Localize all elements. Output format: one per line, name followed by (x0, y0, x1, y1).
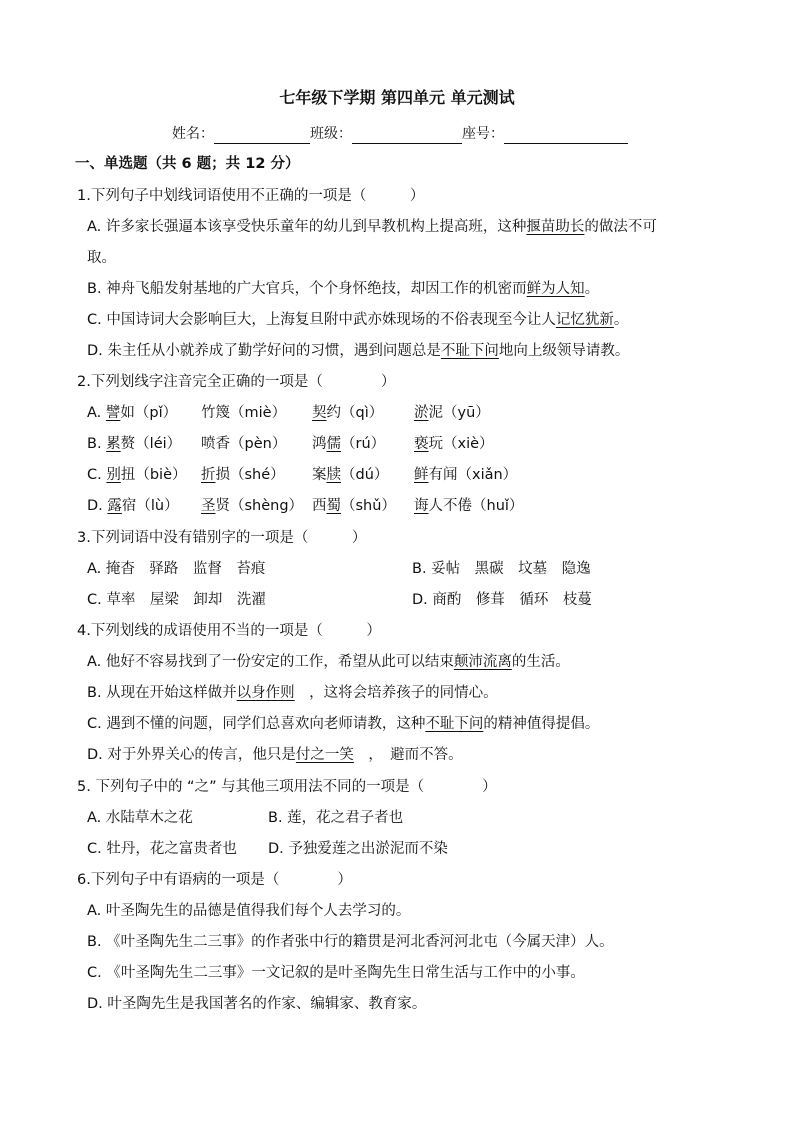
question-3-option-b: B. 妥帖 黑碳 坟墓 隐逸 (412, 561, 591, 577)
question-3-stem: 3.下列词语中没有错别字的一项是（ ） (77, 530, 367, 546)
question-1-option-c: C. 中国诗词大会影响巨大，上海复旦附中武亦姝现场的不俗表现至今让人记忆犹新。 (87, 312, 629, 328)
question-4-option-c: C. 遇到不懂的问题，同学们总喜欢向老师请教，这种不耻下问的精神值得提倡。 (87, 716, 600, 732)
question-2-item: D. 露宿（lù） (87, 498, 179, 514)
underlined-word: 以身作则 (236, 685, 295, 701)
question-1-option-d: D. 朱主任从小就养成了勤学好问的习惯，遇到问题总是不耻下问地向上级领导请教。 (87, 343, 630, 359)
name-blank[interactable] (214, 127, 310, 144)
underlined-character: 诲 (414, 498, 429, 514)
question-2-item: 圣贤（shèng） (201, 498, 304, 514)
question-2-item: 折损（shé） (201, 467, 285, 483)
class-blank[interactable] (352, 127, 462, 144)
question-4-option-b: B. 从现在开始这样做并以身作则 ，这将会培养孩子的同情心。 (87, 685, 498, 701)
question-2-item: 竹篾（miè） (201, 405, 287, 421)
underlined-character: 圣 (201, 498, 216, 514)
name-label: 姓名： (172, 126, 214, 142)
question-1-option-a-cont: 取。 (87, 250, 116, 266)
underlined-word: 记忆犹新 (555, 312, 614, 328)
question-6-option-d: D. 叶圣陶先生是我国著名的作家、编辑家、教育家。 (87, 996, 427, 1012)
underlined-character: 折 (201, 467, 216, 483)
question-2-item: 西蜀（shǔ） (312, 498, 396, 514)
question-2-item: 喷香（pèn） (201, 436, 287, 452)
underlined-character: 亵 (414, 436, 429, 452)
underlined-character: 别 (106, 467, 121, 483)
question-2-item: 亵玩（xiè） (414, 436, 494, 452)
underlined-word: 不耻下问 (440, 343, 499, 359)
student-info-row (172, 124, 628, 144)
question-2-item: 淤泥（yū） (414, 405, 490, 421)
underlined-character: 契 (312, 405, 327, 421)
question-5-option-d: D. 予独爱莲之出淤泥而不染 (268, 841, 448, 857)
underlined-character: 儒 (326, 436, 341, 452)
question-1-option-a: A. 许多家长强逼本该享受快乐童年的幼儿到早教机构上提高班，这种揠苗助长的做法不可 (87, 219, 657, 235)
underlined-word: 颠沛流离 (453, 654, 512, 670)
section-heading: 一、单选题（共 6 题；共 12 分） (75, 156, 300, 172)
class-label: 班级： (310, 126, 352, 142)
question-3-option-c: C. 草率 屋梁 卸却 洗濯 (87, 592, 266, 608)
seat-label: 座号： (462, 126, 504, 142)
underlined-word: 付之一笑 (295, 747, 354, 763)
underlined-character: 露 (107, 498, 122, 514)
question-5-option-b: B. 莲，花之君子者也 (268, 810, 404, 826)
underlined-character: 牍 (326, 467, 341, 483)
question-4-stem: 4.下列划线的成语使用不当的一项是（ ） (77, 623, 381, 639)
question-2-item: 鲜有闻（xiǎn） (414, 467, 518, 483)
question-2-item: 诲人不倦（huǐ） (414, 498, 524, 514)
question-5-stem: 5. 下列句子中的 “之” 与其他三项用法不同的一项是（ ） (77, 779, 497, 795)
seat-blank[interactable] (504, 127, 628, 144)
question-6-stem: 6.下列句子中有语病的一项是（ ） (77, 872, 352, 888)
page-title: 七年级下学期 第四单元 单元测试 (279, 88, 515, 107)
question-4-option-a: A. 他好不容易找到了一份安定的工作，希望从此可以结束颠沛流离的生活。 (87, 654, 570, 670)
underlined-character: 譬 (105, 405, 121, 421)
underlined-character: 累 (106, 436, 121, 452)
question-1-stem: 1.下列句子中划线词语使用不正确的一项是（ ） (77, 188, 425, 204)
question-3-option-d: D. 商酌 修葺 循环 枝蔓 (412, 592, 592, 608)
question-6-option-b: B. 《叶圣陶先生二三事》的作者张中行的籍贯是河北香河河北屯（今属天津）人。 (87, 934, 614, 950)
question-2-item: B. 累赘（léi） (87, 436, 182, 452)
question-5-option-c: C. 牡丹，花之富贵者也 (87, 841, 237, 857)
question-1-option-b: B. 神舟飞船发射基地的广大官兵，个个身怀绝技，却因工作的机密而鲜为人知。 (87, 281, 600, 297)
underlined-word: 揠苗助长 (526, 219, 585, 235)
question-5-option-a: A. 水陆草木之花 (87, 810, 193, 826)
question-6-option-c: C. 《叶圣陶先生二三事》一文记叙的是叶圣陶先生日常生活与工作中的小事。 (87, 965, 585, 981)
question-2-stem: 2.下列划线字注音完全正确的一项是（ ） (77, 374, 396, 390)
question-6-option-a: A. 叶圣陶先生的品德是值得我们每个人去学习的。 (87, 903, 411, 919)
question-2-item: C. 别扭（biè） (87, 467, 187, 483)
underlined-character: 淤 (414, 405, 429, 421)
underlined-character: 蜀 (326, 498, 341, 514)
question-2-item: 契约（qì） (312, 405, 384, 421)
underlined-word: 鲜为人知 (526, 281, 585, 297)
underlined-word: 不耻下问 (425, 716, 484, 732)
question-2-item: 鸿儒（rú） (312, 436, 386, 452)
underlined-character: 鲜 (414, 467, 429, 483)
question-2-item: 案牍（dú） (312, 467, 389, 483)
question-2-item: A. 譬如（pǐ） (87, 405, 178, 421)
question-4-option-d: D. 对于外界关心的传言，他只是付之一笑 ， 避而不答。 (87, 747, 463, 763)
question-3-option-a: A. 掩杳 驿路 监督 苔痕 (87, 561, 266, 577)
